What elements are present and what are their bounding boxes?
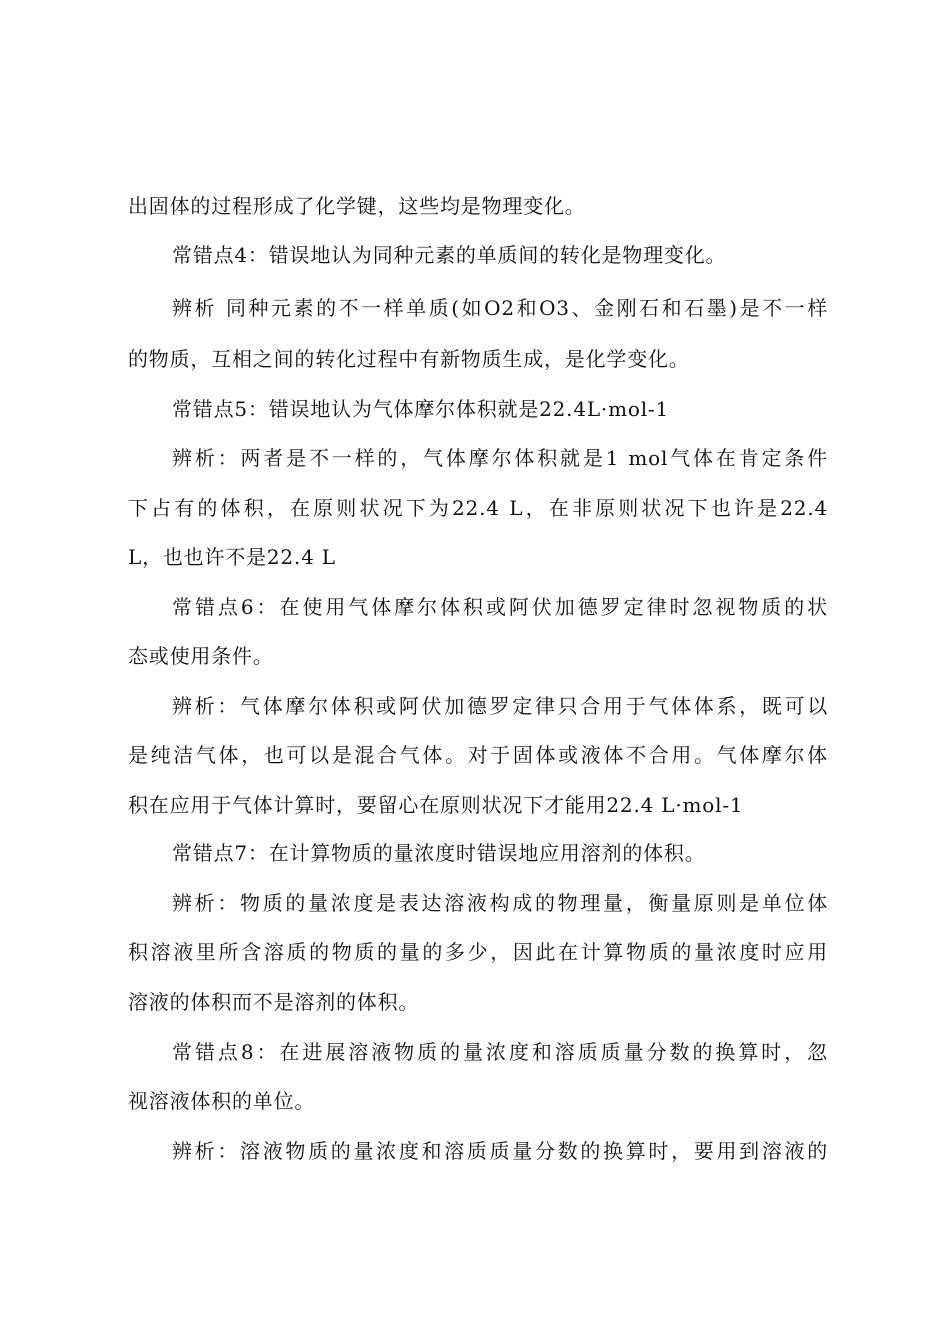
text-line-6: 辨析：两者是不一样的，气体摩尔体积就是1 mol气体在肯定条件 [172,446,828,470]
text-line-7: 下占有的体积，在原则状况下为22.4 L，在非原则状况下也许是22.4 [128,496,828,520]
text-line-8: L，也也许不是22.4 L [128,545,336,569]
text-line-14: 常错点7：在计算物质的量浓度时错误地应用溶剂的体积。 [172,841,706,865]
text-line-5: 常错点5：错误地认为气体摩尔体积就是22.4L·mol-1 [172,397,669,421]
text-line-19: 视溶液体积的单位。 [128,1089,316,1113]
text-line-12: 是纯洁气体，也可以是混合气体。对于固体或液体不合用。气体摩尔体 [128,743,828,767]
text-line-1: 出固体的过程形成了化学键，这些均是物理变化。 [128,194,586,218]
text-line-2: 常错点4：错误地认为同种元素的单质间的转化是物理变化。 [172,243,727,267]
text-line-20: 辨析：溶液物质的量浓度和溶质质量分数的换算时，要用到溶液的 [172,1139,828,1163]
text-line-9: 常错点6：在使用气体摩尔体积或阿伏加德罗定律时忽视物质的状 [172,595,828,619]
text-line-4: 的物质，互相之间的转化过程中有新物质生成，是化学变化。 [128,347,690,371]
text-line-16: 积溶液里所含溶质的物质的量的多少，因此在计算物质的量浓度时应用 [128,940,828,964]
text-line-17: 溶液的体积而不是溶剂的体积。 [128,990,420,1014]
text-line-15: 辨析：物质的量浓度是表达溶液构成的物理量，衡量原则是单位体 [172,891,828,915]
text-line-3: 辨析 同种元素的不一样单质(如O2和O3、金刚石和石墨)是不一样 [172,296,828,320]
text-line-11: 辨析：气体摩尔体积或阿伏加德罗定律只合用于气体体系，既可以 [172,694,828,718]
text-line-13: 积在应用于气体计算时，要留心在原则状况下才能用22.4 L·mol-1 [128,793,744,817]
text-line-10: 态或使用条件。 [128,644,274,668]
text-line-18: 常错点8：在进展溶液物质的量浓度和溶质质量分数的换算时，忽 [172,1040,828,1064]
